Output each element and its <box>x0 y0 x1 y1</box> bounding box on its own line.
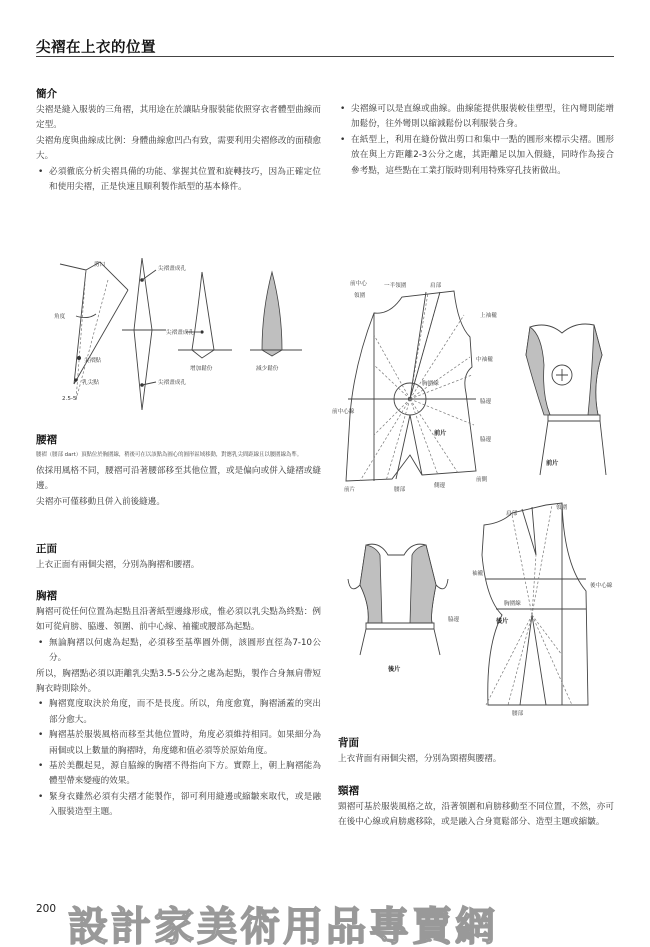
front-paragraph: 上衣正面有兩個尖褶，分別為胸褶和腰褶。 <box>36 560 200 570</box>
label-back-waist: 腰部 <box>512 711 524 717</box>
label-bust-line: 胸圍線 <box>422 381 439 387</box>
label-side-seam: 脇邊 <box>480 399 492 405</box>
label-dart-circle-3: 尖褶畫成孔 <box>166 330 194 336</box>
label-front-label: 前片 <box>344 487 356 493</box>
right-bullet-1: • 尖褶線可以是直線或曲線。曲線能提供服裝較佳塑型，往內彎則能增加鬆份，往外彎則以縮減鬆份以利服裝合身。 <box>338 102 614 133</box>
waist-dart-caption: 腰褶（腰部 dart）頂點位於胸圍線，稍後可在以該點為圓心的圓形區域移動，對應乳尖間距線且以腰圍線為準。 <box>36 452 303 458</box>
label-back-neckline: 領圍 <box>556 505 568 511</box>
label-neckline: 領圍 <box>354 293 366 299</box>
label-back-armhole: 袖襱 <box>472 571 484 577</box>
back-heading: 背面 <box>338 737 359 749</box>
label-half-neck: 一半領圍 <box>384 283 407 289</box>
intro-section <box>36 86 321 195</box>
label-back-side-seam: 脇邊 <box>448 617 460 623</box>
label-waist-seam: 脇邊 <box>480 437 492 443</box>
bust-dart-paragraph-1: 胸褶可從任何位置為起點且沿著紙型邊緣形成，惟必須以乳尖點為終點：例如可從肩膀、脇邊、領圍、前中心線、袖襱或腰部為起點。 <box>36 607 321 633</box>
front-heading: 正面 <box>36 543 57 555</box>
waist-dart-paragraph-1: 依採用風格不同，腰褶可沿著腰部移至其他位置，或是偏向或併入縫褶或縫邊。 <box>36 466 321 492</box>
label-back-piece: 後片 <box>496 618 509 625</box>
label-armhole-top: 上袖襱 <box>480 313 497 319</box>
waist-dart-heading: 腰褶 <box>36 434 57 446</box>
label-center-front: 前中心 <box>350 281 367 287</box>
intro-bullet-1: • 必須徹底分析尖褶具備的功能、掌握其位置和旋轉技巧，因為正確定位和使用尖褶，正是快速且順利製作紙型的基本條件。 <box>36 165 321 196</box>
waist-dart-paragraph-2: 尖褶亦可僅移動且併入前後縫邊。 <box>36 496 165 507</box>
bust-dart-bullet-2: • 胸褶寬度取決於角度，而不是長度。所以，角度愈寬，胸褶涵蓋的突出部分愈大。 <box>36 697 321 728</box>
label-measure: 2.5-5 <box>62 396 77 402</box>
label-center-back: 後中心線 <box>590 583 613 589</box>
label-waist: 腰部 <box>394 487 406 493</box>
dart-anatomy-diagram <box>36 250 316 420</box>
label-bodice-back: 後片 <box>388 666 401 673</box>
right-bullets <box>338 102 614 179</box>
bust-dart-bullet-1: • 無論胸褶以何處為起點，必須移至基準圓外側，該圓形直徑為7-10公分。 <box>36 636 321 667</box>
right-bullet-2: • 在紙型上，利用在縫份做出剪口和集中一點的圓形來標示尖褶。圓形放在與上方距離2-3公分之處，其距離足以加入假縫，同時作為接合參考點，這些點在工業打版時則利用特殊穿孔技術做出。 <box>338 133 614 179</box>
label-add-ease: 增加鬆份 <box>190 366 213 372</box>
bust-dart-heading: 胸褶 <box>36 590 57 602</box>
label-reduce-ease: 減少鬆份 <box>256 366 279 372</box>
label-dart-circle-1: 尖褶畫成孔 <box>158 266 186 272</box>
bust-dart-section <box>36 588 321 821</box>
label-angle: 角度 <box>54 314 66 320</box>
intro-heading: 簡介 <box>36 88 57 100</box>
bust-dart-bullet-3: • 胸褶基於服裝風格而移至其他位置時，角度必須維持相同。如果細分為兩個或以上數量的胸褶時，角度總和值必須等於原始角度。 <box>36 728 321 759</box>
label-back-bust-line: 胸圍線 <box>504 601 521 607</box>
front-pattern-diagram <box>330 275 620 495</box>
label-front-side: 前側 <box>476 477 488 483</box>
label-side: 側邊 <box>434 483 446 489</box>
label-bodice-front: 前片 <box>546 460 559 467</box>
label-dart-circle-2: 尖褶畫成孔 <box>158 380 186 386</box>
bust-dart-bullet-4: • 基於美觀起見，源自脇線的胸褶不得指向下方。實際上，朝上胸褶能為體型帶來變瘦的效果。 <box>36 759 321 790</box>
label-notch: 剪口 <box>94 262 106 268</box>
page-number: 200 <box>36 903 57 915</box>
bust-dart-bullet-5: • 緊身衣雖然必須有尖褶才能製作，卻可利用縫邊或縮皺來取代，或是融入服裝造型主題。 <box>36 790 321 821</box>
label-back-shoulder: 肩部 <box>506 511 518 517</box>
watermark: 設計家美術用品專賣網 <box>68 904 498 947</box>
label-center-front-line: 前中心線 <box>332 409 355 415</box>
label-dart-point: 尖褶點 <box>84 358 101 364</box>
intro-paragraph-2: 尖褶角度與曲線成比例：身體曲線愈凹凸有致，需要利用尖褶修改的面積愈大。 <box>36 135 321 162</box>
intro-paragraph-1: 尖褶是縫入服裝的三角褶，其用途在於讓貼身服裝能依照穿衣者體型曲線而定型。 <box>36 105 321 131</box>
front-section <box>36 541 321 573</box>
title-divider <box>36 56 614 57</box>
back-pattern-diagram <box>336 495 622 720</box>
bust-dart-paragraph-2: 所以，胸褶點必須以距離乳尖點3.5-5公分之處為起點，製作合身無肩帶短胸衣時則除外。 <box>36 668 321 695</box>
waist-dart-section <box>36 432 321 510</box>
back-section <box>338 735 614 767</box>
label-shoulder: 肩部 <box>430 283 442 289</box>
back-paragraph: 上衣背面有兩個尖褶，分別為頸褶與腰褶。 <box>338 754 502 764</box>
label-bust-point: 乳尖點 <box>82 380 99 386</box>
label-front-piece: 前片 <box>434 430 447 437</box>
neck-dart-section <box>338 783 614 831</box>
neck-dart-heading: 頸褶 <box>338 785 359 797</box>
page-title: 尖褶在上衣的位置 <box>36 40 156 56</box>
neck-dart-paragraph: 頸褶可基於服裝風格之故，沿著領圍和肩膀移動至不同位置，不然，亦可在後中心線或肩膀處移除，或是融入合身寬鬆部分、造型主題或縮皺。 <box>338 802 614 828</box>
label-armhole-mid: 中袖襱 <box>476 357 493 363</box>
